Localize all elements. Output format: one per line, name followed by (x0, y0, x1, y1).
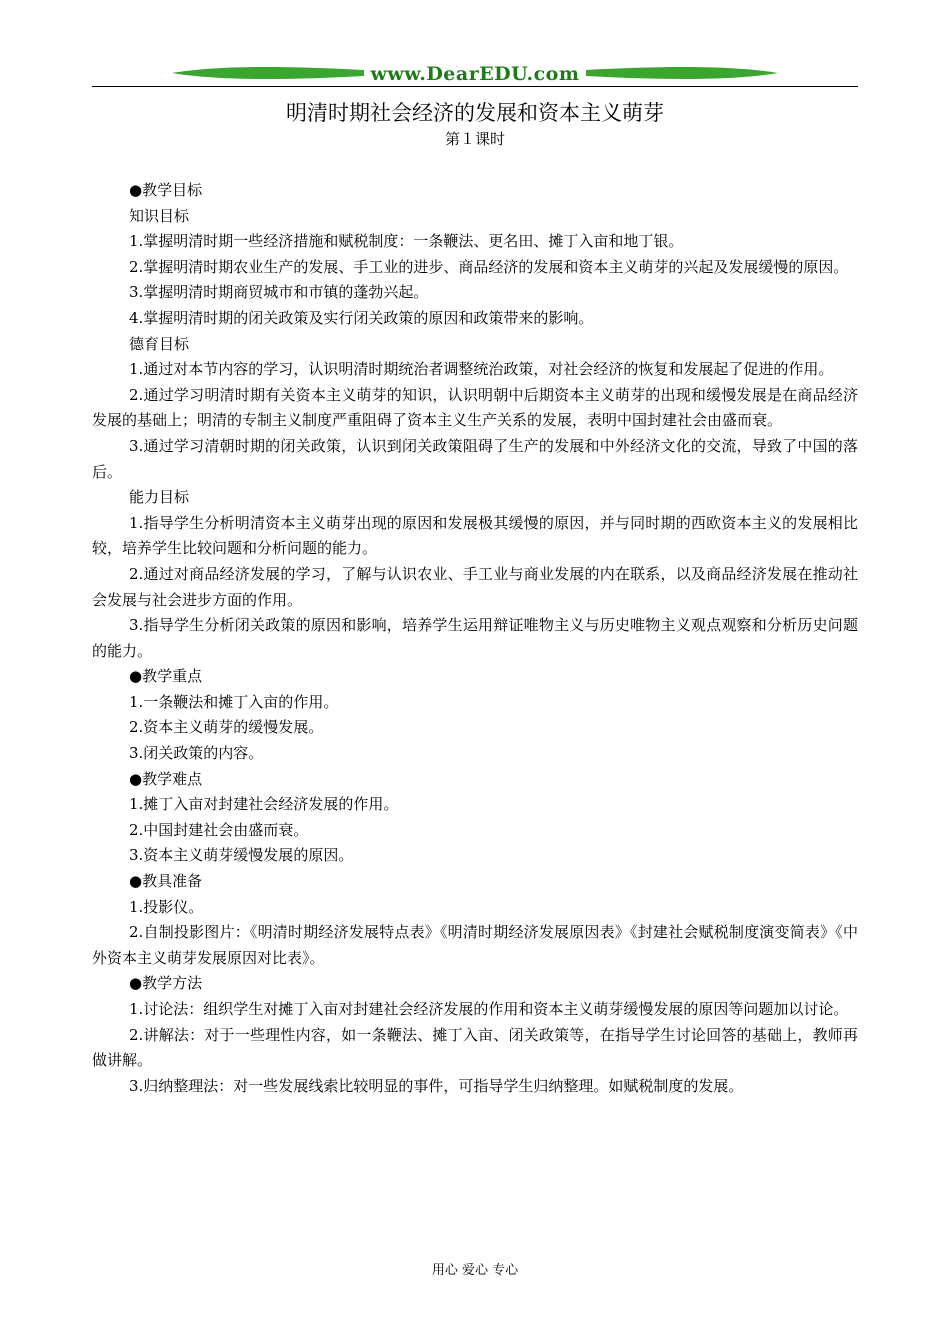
paragraph: 2.通过学习明清时期有关资本主义萌芽的知识，认识明朝中后期资本主义萌芽的出现和缓慢发展是在商品经济发展的基础上；明清的专制主义制度严重阻碍了资本主义生产关系的发展，表明中国封建社会由盛而衰。 (92, 385, 858, 430)
paragraph: 2.自制投影图片：《明清时期经济发展特点表》《明清时期经济发展原因表》《封建社会赋税制度演变简表》《中外资本主义萌芽发展原因对比表》。 (92, 923, 858, 967)
section-heading: ●教学重点 (129, 667, 203, 686)
paragraph: 3.掌握明清时期商贸城市和市镇的蓬勃兴起。 (129, 283, 429, 302)
subsection-heading: 能力目标 (129, 488, 190, 507)
page-footer: 用心 爱心 专心 (431, 1263, 519, 1278)
paragraph: 3.指导学生分析闭关政策的原因和影响，培养学生运用辩证唯物主义与历史唯物主义观点观察和分析历史问题的能力。 (92, 616, 858, 660)
section-heading: ●教学方法 (129, 974, 203, 993)
subsection-heading: 知识目标 (129, 206, 190, 225)
document-subtitle: 第１课时 (444, 130, 505, 148)
section-heading: ●教具准备 (129, 872, 203, 891)
paragraph: 1.掌握明清时期一些经济措施和赋税制度：一条鞭法、更名田、摊丁入亩和地丁银。 (129, 232, 684, 251)
left-swoosh-decoration (170, 64, 366, 82)
paragraph: 2.掌握明清时期农业生产的发展、手工业的进步、商品经济的发展和资本主义萌芽的兴起及发展缓慢的原因。 (129, 257, 849, 276)
paragraph: 1.投影仪。 (129, 897, 204, 916)
paragraph: 1.摊丁入亩对封建社会经济发展的作用。 (129, 795, 399, 814)
header-rule (92, 86, 858, 87)
site-logo-text: www.DearEDU.com (364, 63, 586, 85)
paragraph: 1.讨论法：组织学生对摊丁入亩对封建社会经济发展的作用和资本主义萌芽缓慢发展的原因等问题加以讨论。 (129, 1000, 849, 1018)
page-header (92, 60, 858, 92)
paragraph: 2.资本主义萌芽的缓慢发展。 (129, 718, 324, 737)
section-heading: ●教学难点 (129, 769, 203, 788)
paragraph: 2.中国封建社会由盛而衰。 (129, 820, 309, 839)
subsection-heading: 德育目标 (129, 334, 190, 353)
paragraph: 3.资本主义萌芽缓慢发展的原因。 (129, 846, 354, 865)
paragraph: 2.通过对商品经济发展的学习，了解与认识农业、手工业与商业发展的内在联系，以及商品经济发展在推动社会发展与社会进步方面的作用。 (92, 564, 858, 609)
paragraph: 3.归纳整理法：对一些发展线索比较明显的事件，可指导学生归纳整理。如赋税制度的发展。 (129, 1076, 744, 1095)
paragraph: 1.通过对本节内容的学习，认识明清时期统治者调整统治政策，对社会经济的恢复和发展起了促进的作用。 (129, 360, 834, 379)
document-title: 明清时期社会经济的发展和资本主义萌芽 (286, 101, 664, 125)
paragraph: 1.一条鞭法和摊丁入亩的作用。 (129, 692, 339, 711)
paragraph: 4.掌握明清时期的闭关政策及实行闭关政策的原因和政策带来的影响。 (129, 308, 594, 327)
paragraph: 3.通过学习清朝时期的闭关政策，认识到闭关政策阻碍了生产的发展和中外经济文化的交流，导致了中国的落后。 (92, 436, 858, 481)
right-swoosh-decoration (584, 64, 780, 82)
section-heading: ●教学目标 (129, 181, 203, 199)
paragraph: 2.讲解法：对于一些理性内容，如一条鞭法、摊丁入亩、闭关政策等，在指导学生讨论回答的基础上，教师再做讲解。 (92, 1025, 858, 1070)
paragraph: 1.指导学生分析明清资本主义萌芽出现的原因和发展极其缓慢的原因，并与同时期的西欧资本主义的发展相比较，培养学生比较问题和分析问题的能力。 (92, 513, 858, 558)
document-body (92, 178, 858, 1099)
paragraph: 3.闭关政策的内容。 (129, 744, 264, 763)
